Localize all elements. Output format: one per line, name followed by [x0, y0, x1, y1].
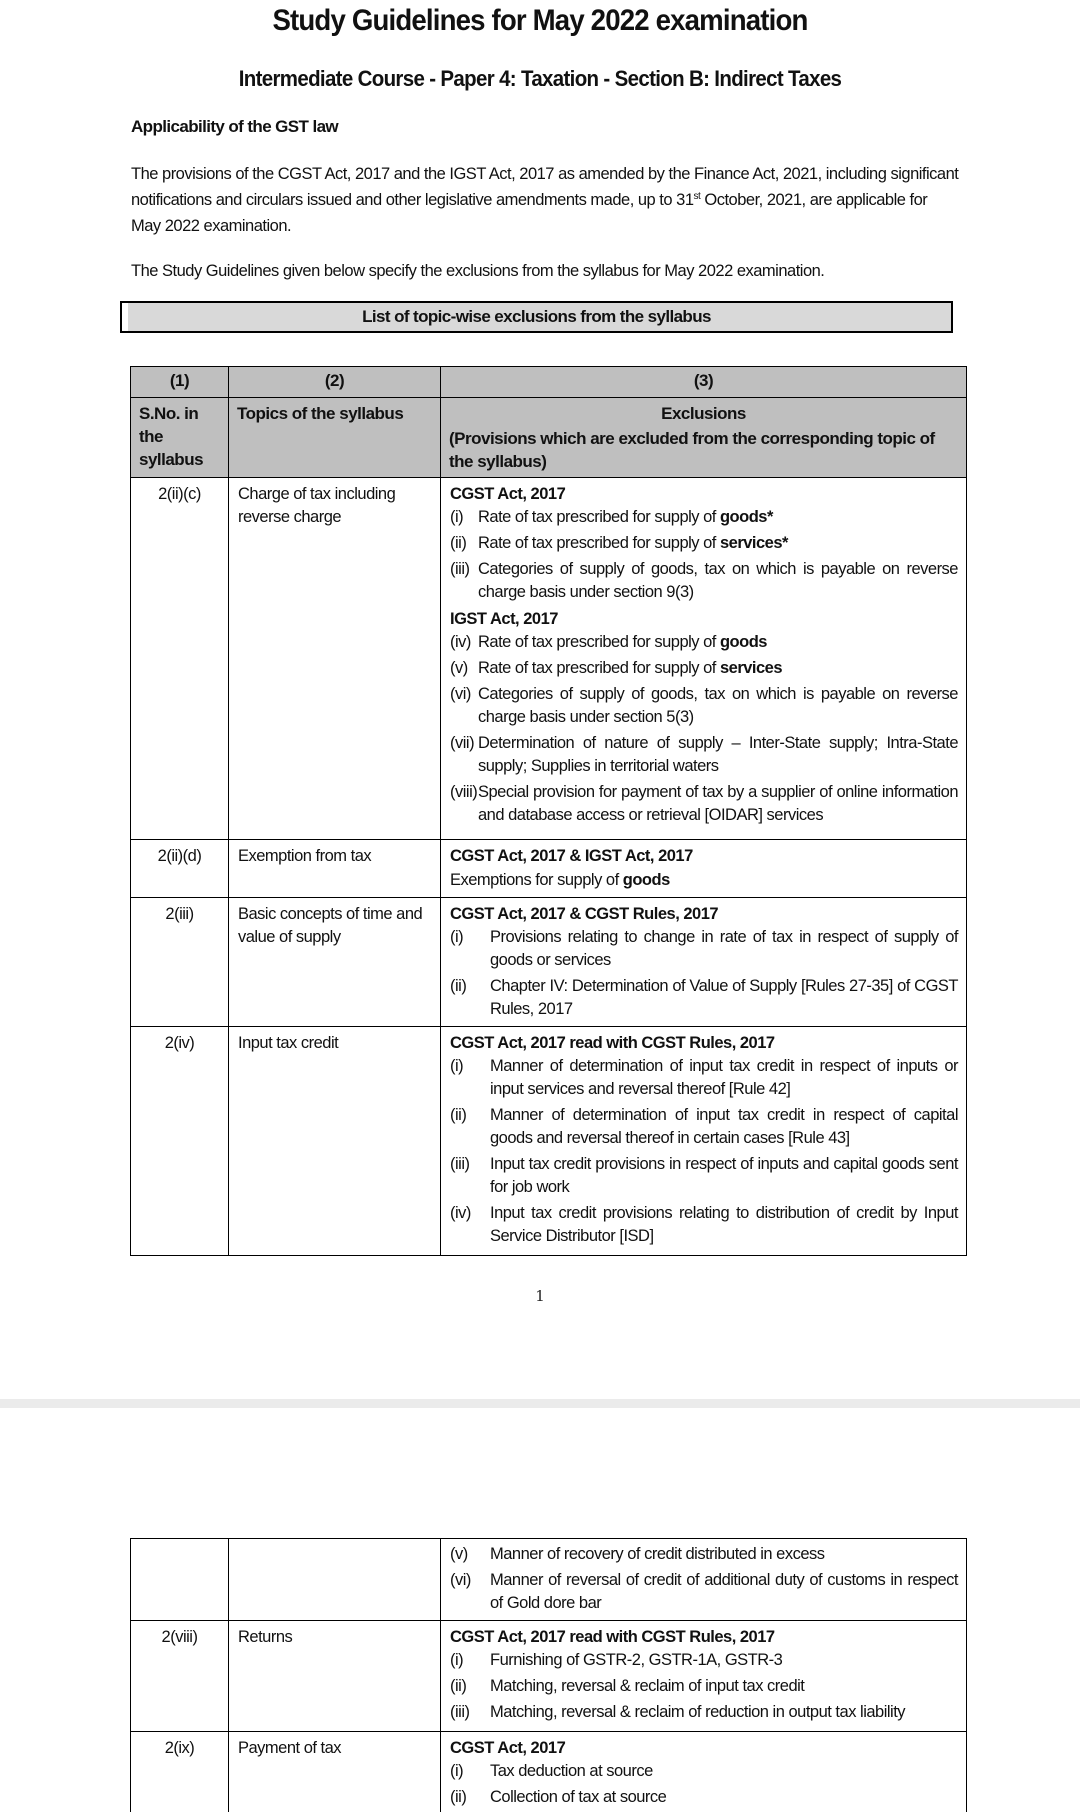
row-exclusions: [441, 1621, 967, 1732]
item-text: Determination of nature of supply – Inter-State supply; Intra-State supply; Supplies in territorial waters: [478, 734, 958, 775]
item-number: (vii): [450, 734, 475, 752]
row-sno: 2(ii)(d): [131, 840, 229, 898]
exclusion-item: [450, 1153, 958, 1199]
item-number: (vi): [450, 1571, 471, 1589]
header-sno: S.No. in the syllabus: [131, 398, 229, 478]
exclusion-item: [450, 732, 958, 778]
row-exclusions: [441, 1539, 967, 1621]
intro-paragraph: [131, 161, 961, 239]
page-subtitle: Intermediate Course - Paper 4: Taxation - Section B: Indirect Taxes: [238, 66, 842, 91]
row-sno: 2(iv): [131, 1027, 229, 1256]
item-text: Input tax credit provisions in respect of inputs and capital goods sent for job work: [490, 1155, 958, 1196]
item-number: (i): [450, 1651, 464, 1669]
header-exclusions-title: Exclusions: [661, 404, 746, 423]
act-heading: CGST Act, 2017 & CGST Rules, 2017: [450, 905, 719, 923]
page-number: 1: [535, 1287, 545, 1305]
item-text: Matching, reversal & reclaim of input tax credit: [490, 1677, 805, 1695]
exclusions-list-title: List of topic-wise exclusions from the syllabus: [120, 301, 953, 333]
exclusion-item: [450, 1675, 958, 1698]
item-number: (i): [450, 1057, 464, 1075]
item-number: (iv): [450, 633, 471, 651]
act-heading: CGST Act, 2017 & IGST Act, 2017: [450, 847, 693, 865]
table-row: [131, 478, 967, 840]
table-row: [131, 1621, 967, 1732]
item-text: Input tax credit provisions relating to distribution of credit by Input Service Distributor [ISD]: [490, 1204, 958, 1245]
item-number: (v): [450, 659, 468, 677]
exclusion-item: [450, 781, 958, 827]
exclusion-item: [450, 657, 958, 680]
exclusion-text: Exemptions for supply of goods: [450, 871, 670, 889]
header-exclusions-note: (Provisions which are excluded from the corresponding topic of the syllabus): [449, 429, 935, 471]
column-number-1: (1): [131, 367, 229, 398]
exclusion-item: [450, 1786, 958, 1809]
row-sno: 2(iii): [131, 898, 229, 1027]
exclusion-item: [450, 975, 958, 1021]
row-topic: Payment of tax: [229, 1732, 441, 1812]
intro-text-end: October, 2021, are applicable for May 2022 examination.: [131, 191, 928, 235]
column-number-2: (2): [229, 367, 441, 398]
row-topic: Basic concepts of time and value of supply: [229, 898, 441, 1027]
item-text: Rate of tax prescribed for supply of services*: [478, 534, 788, 552]
table-row: [131, 1027, 967, 1256]
exclusions-table: [130, 366, 967, 1256]
row-topic: Charge of tax including reverse charge: [229, 478, 441, 840]
exclusion-item: [450, 1649, 958, 1672]
exclusion-item: [450, 558, 958, 604]
exclusions-table-continued: [130, 1538, 967, 1812]
exclusion-item: [450, 926, 958, 972]
item-number: (vi): [450, 685, 471, 703]
item-number: (iii): [450, 1703, 470, 1721]
row-topic: Returns: [229, 1621, 441, 1732]
table-row: [131, 1539, 967, 1621]
row-exclusions: [441, 840, 967, 898]
item-number: (iii): [450, 1155, 470, 1173]
item-number: (v): [450, 1545, 468, 1563]
row-topic: Input tax credit: [229, 1027, 441, 1256]
header-exclusions: [441, 398, 967, 478]
exclusion-item: [450, 1202, 958, 1248]
item-text: Manner of reversal of credit of additional duty of customs in respect of Gold dore bar: [490, 1571, 958, 1612]
item-text: Special provision for payment of tax by a supplier of online information and database access or retrieval [OIDAR] services: [478, 783, 958, 824]
item-number: (i): [450, 928, 464, 946]
exclusion-item: [450, 683, 958, 729]
exclusion-item: [450, 532, 958, 555]
row-exclusions: [441, 1732, 967, 1812]
item-text: Tax deduction at source: [490, 1762, 653, 1780]
row-topic: [229, 1539, 441, 1621]
row-exclusions: [441, 898, 967, 1027]
row-sno: [131, 1539, 229, 1621]
item-text: Rate of tax prescribed for supply of goods: [478, 633, 767, 651]
page-separator: [0, 1399, 1080, 1408]
row-exclusions: [441, 478, 967, 840]
item-text: Provisions relating to change in rate of tax in respect of supply of goods or services: [490, 928, 958, 969]
item-text: Rate of tax prescribed for supply of services: [478, 659, 783, 677]
item-text: Furnishing of GSTR-2, GSTR-1A, GSTR-3: [490, 1651, 783, 1669]
column-number-row: [131, 367, 967, 398]
column-number-3: (3): [441, 367, 967, 398]
row-topic: Exemption from tax: [229, 840, 441, 898]
item-text: Categories of supply of goods, tax on which is payable on reverse charge basis under section 5(3): [478, 685, 958, 726]
item-number: (ii): [450, 1788, 467, 1806]
exclusion-item: [450, 506, 958, 529]
act-heading: CGST Act, 2017: [450, 485, 566, 503]
exclusion-item: [450, 1055, 958, 1101]
item-number: (i): [450, 1762, 464, 1780]
exclusion-item: [450, 1760, 958, 1783]
item-text: Categories of supply of goods, tax on which is payable on reverse charge basis under section 9(3): [478, 560, 958, 601]
row-sno: 2(ii)(c): [131, 478, 229, 840]
header-topic: Topics of the syllabus: [229, 398, 441, 478]
exclusion-item: [450, 1104, 958, 1150]
item-text: Rate of tax prescribed for supply of goods*: [478, 508, 773, 526]
section-heading: Applicability of the GST law: [131, 117, 339, 136]
item-text: Matching, reversal & reclaim of reduction in output tax liability: [490, 1703, 906, 1721]
act-heading: CGST Act, 2017 read with CGST Rules, 2017: [450, 1628, 775, 1646]
item-number: (ii): [450, 1106, 467, 1124]
ordinal-suffix: st: [693, 191, 701, 202]
table-row: [131, 840, 967, 898]
item-number: (ii): [450, 977, 467, 995]
act-heading: CGST Act, 2017 read with CGST Rules, 2017: [450, 1034, 775, 1052]
item-text: Manner of determination of input tax credit in respect of inputs or input services and reversal thereof [Rule 42]: [490, 1057, 958, 1098]
intro-text: The provisions of the CGST Act, 2017 and the IGST Act, 2017 as amended by the Finance Act, 2021, including significant notifications and circulars issued and other legislative amendments made, up to 31: [131, 165, 959, 209]
row-sno: 2(ix): [131, 1732, 229, 1812]
row-exclusions: [441, 1027, 967, 1256]
item-text: Manner of determination of input tax credit in respect of capital goods and reversal thereof in certain cases [Rule 43]: [490, 1106, 958, 1147]
table-row: [131, 898, 967, 1027]
row-sno: 2(viii): [131, 1621, 229, 1732]
item-number: (ii): [450, 534, 467, 552]
exclusion-item: [450, 1543, 958, 1566]
exclusion-item: [450, 1569, 958, 1615]
act-heading: IGST Act, 2017: [450, 610, 558, 628]
item-number: (i): [450, 508, 464, 526]
item-text: Manner of recovery of credit distributed in excess: [490, 1545, 825, 1563]
item-number: (iii): [450, 560, 470, 578]
page-title: Study Guidelines for May 2022 examination: [272, 4, 808, 37]
header-row: [131, 398, 967, 478]
exclusion-item: [450, 631, 958, 654]
table-row: [131, 1732, 967, 1812]
guidelines-paragraph: The Study Guidelines given below specify the exclusions from the syllabus for May 2022 examination.: [131, 262, 825, 280]
exclusion-item: [450, 1701, 958, 1724]
item-number: (viii): [450, 783, 478, 801]
item-number: (ii): [450, 1677, 467, 1695]
item-text: Chapter IV: Determination of Value of Supply [Rules 27-35] of CGST Rules, 2017: [490, 977, 958, 1018]
item-text: Collection of tax at source: [490, 1788, 667, 1806]
item-number: (iv): [450, 1204, 471, 1222]
act-heading: CGST Act, 2017: [450, 1739, 566, 1757]
